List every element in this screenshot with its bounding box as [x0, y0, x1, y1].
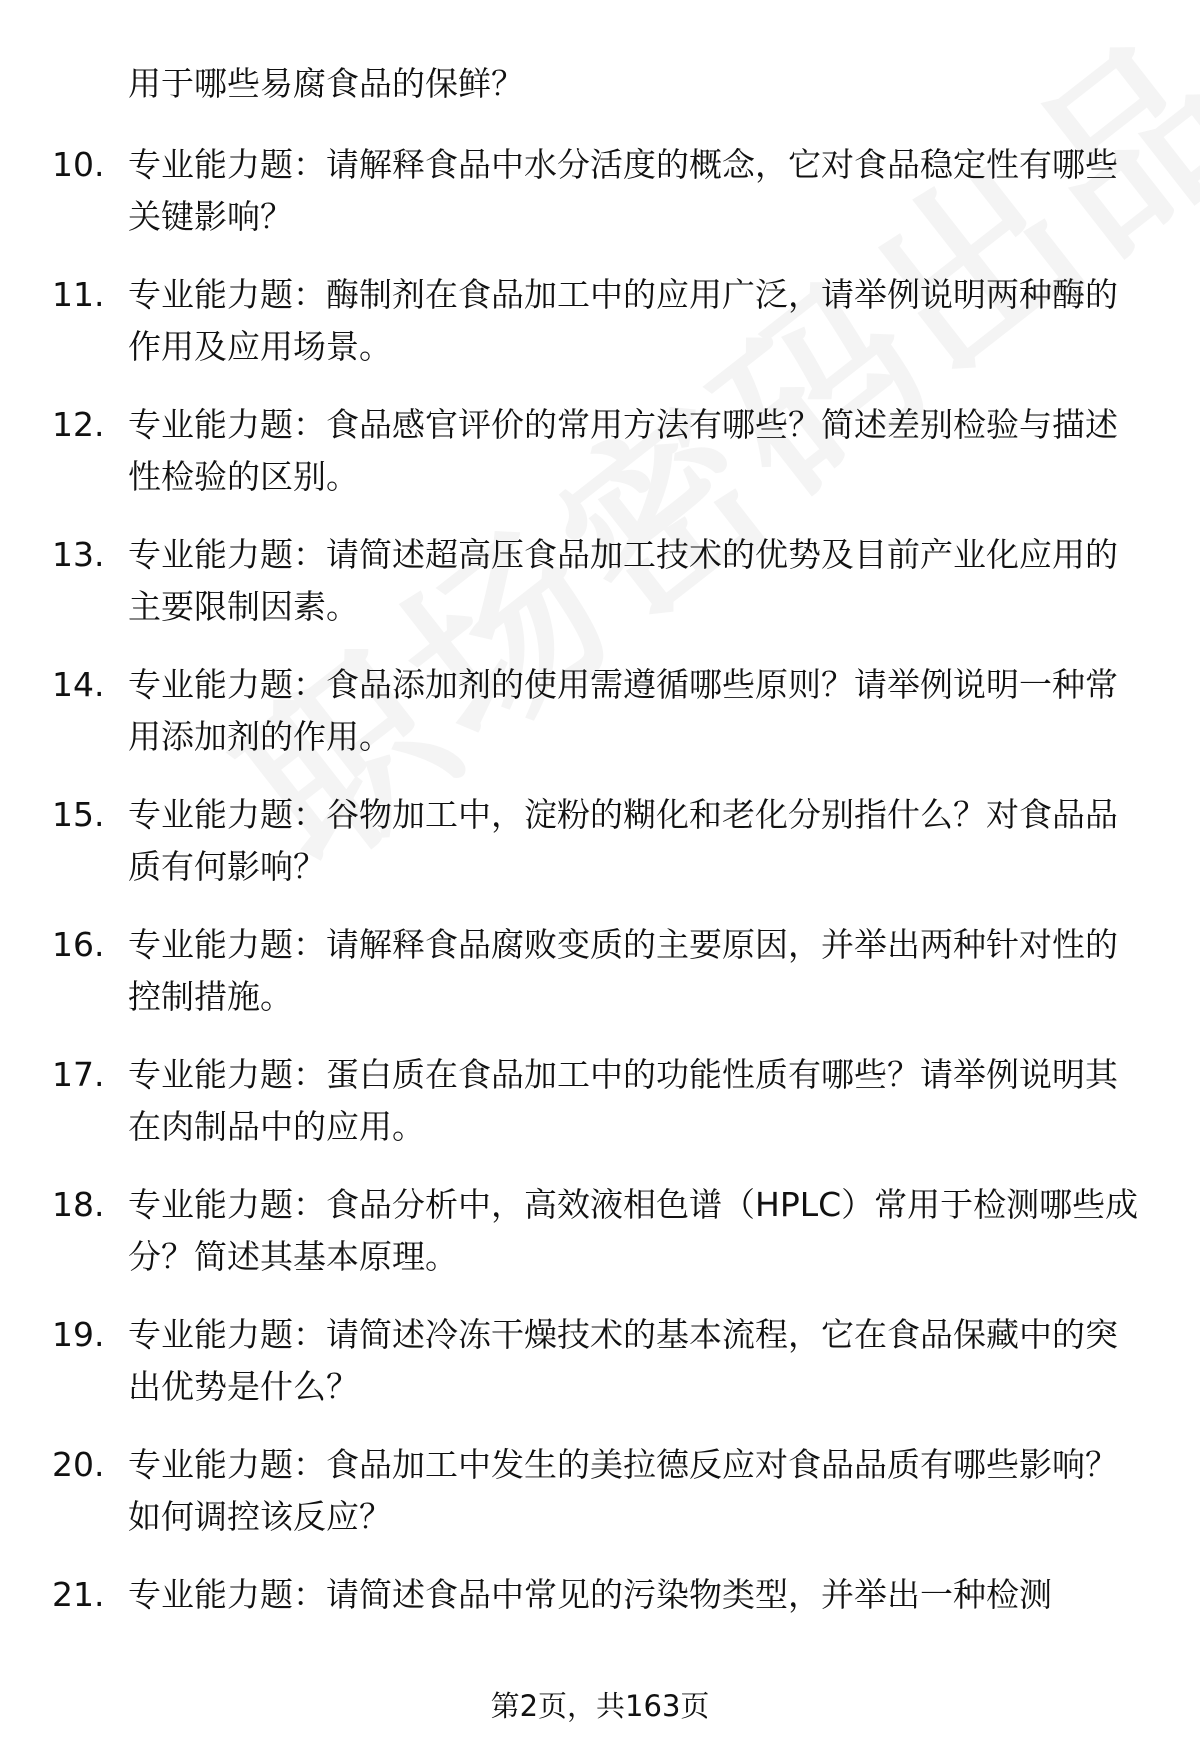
question-number: 16.: [52, 925, 105, 964]
question-item: [0, 1565, 1200, 1695]
question-number: 20.: [52, 1445, 105, 1484]
question-item: [0, 1175, 1200, 1305]
question-item: [0, 135, 1200, 265]
question-item: [0, 915, 1200, 1045]
question-text: 专业能力题：请简述冷冻干燥技术的基本流程，它在食品保藏中的突出优势是什么？: [128, 1315, 1118, 1406]
question-list: [0, 135, 1200, 1695]
question-number: 10.: [52, 145, 105, 184]
question-number: 18.: [52, 1185, 105, 1224]
question-text: 专业能力题：请解释食品腐败变质的主要原因，并举出两种针对性的控制措施。: [128, 925, 1118, 1016]
question-item: [0, 1435, 1200, 1565]
question-item: [0, 785, 1200, 915]
question-item: [0, 525, 1200, 655]
question-number: 13.: [52, 535, 105, 574]
question-number: 12.: [52, 405, 105, 444]
question-number: 15.: [52, 795, 105, 834]
page-footer: 第2页，共163页: [490, 1689, 710, 1723]
question-item: [0, 1045, 1200, 1175]
question-text: 专业能力题：食品添加剂的使用需遵循哪些原则？请举例说明一种常用添加剂的作用。: [128, 665, 1118, 756]
question-number: 21.: [52, 1575, 105, 1614]
question-number: 11.: [52, 275, 105, 314]
question-text: 专业能力题：食品分析中，高效液相色谱（HPLC）常用于检测哪些成分？简述其基本原理。: [128, 1185, 1139, 1276]
question-text: 专业能力题：请简述食品中常见的污染物类型，并举出一种检测: [128, 1575, 1052, 1614]
question-number: 14.: [52, 665, 105, 704]
question-text: 专业能力题：请解释食品中水分活度的概念，它对食品稳定性有哪些关键影响？: [128, 145, 1118, 236]
continued-question-text: 用于哪些易腐食品的保鲜？: [128, 64, 524, 103]
question-text: 专业能力题：请简述超高压食品加工技术的优势及目前产业化应用的主要限制因素。: [128, 535, 1118, 626]
question-number: 17.: [52, 1055, 105, 1094]
question-text: 专业能力题：蛋白质在食品加工中的功能性质有哪些？请举例说明其在肉制品中的应用。: [128, 1055, 1118, 1146]
question-item: [0, 655, 1200, 785]
question-item: [0, 395, 1200, 525]
question-text: 专业能力题：酶制剂在食品加工中的应用广泛，请举例说明两种酶的作用及应用场景。: [128, 275, 1118, 366]
question-item: [0, 1305, 1200, 1435]
question-number: 19.: [52, 1315, 105, 1354]
question-item: [0, 265, 1200, 395]
question-text: 专业能力题：谷物加工中，淀粉的糊化和老化分别指什么？对食品品质有何影响？: [128, 795, 1118, 886]
question-text: 专业能力题：食品感官评价的常用方法有哪些？简述差别检验与描述性检验的区别。: [128, 405, 1118, 496]
question-text: 专业能力题：食品加工中发生的美拉德反应对食品品质有哪些影响？如何调控该反应？: [128, 1445, 1118, 1536]
